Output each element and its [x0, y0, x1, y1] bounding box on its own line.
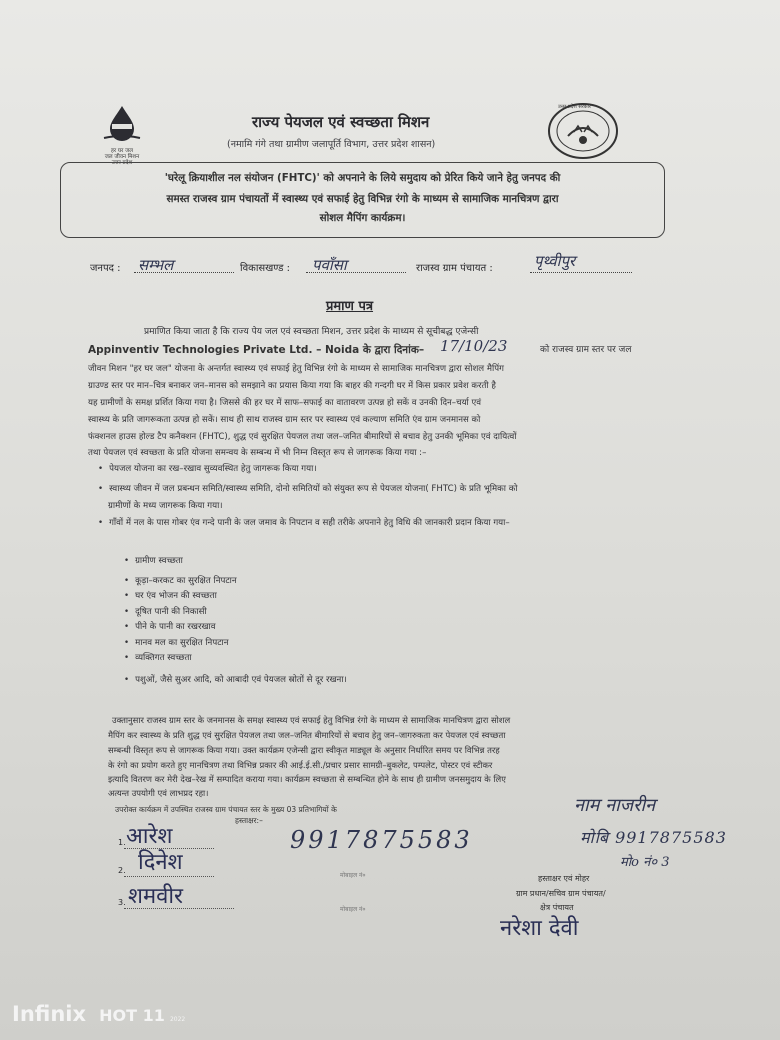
sub-point-2: • कूड़ा–करकट का सुरक्षित निपटान	[124, 574, 237, 590]
participant-signature-2: दिनेश	[138, 850, 183, 875]
logo-caption: हर घर जल जल जीवन मिशन उत्तर प्रदेश	[104, 148, 140, 166]
signature-line-2	[124, 876, 214, 877]
camera-watermark	[12, 1002, 185, 1026]
paragraph-1-line-8: तथा पेयजल एवं स्वच्छता के प्रति योजना समन्वय के सम्बन्ध में भी निम्न विस्तृत रूप से जागरूक किया गया :–	[88, 448, 427, 458]
point-3: • गाँवों में नल के पास गोबर एंव गन्दे पानी के जल जमाव के निपटान व सही तरीके अपनाने हेतु विधि की जानकारी प्रदान किया गया–	[98, 516, 510, 532]
water-drop-icon	[98, 104, 146, 144]
participant-signature-1: आरेश	[126, 824, 173, 849]
paragraph-1-line-2	[88, 337, 688, 359]
paragraph-1-line-3: जीवन मिशन "हर घर जल" योजना के अन्तर्गत स्वास्थ्य एवं सफाई हेतु विभिन्न रंगो के माध्यम से सामाजिक मानचित्रण द्वारा सोशल मैपिंग	[88, 364, 504, 374]
panchayat-value: पृथ्वीपुर	[534, 252, 576, 270]
watermark-brand: Infinix	[12, 1002, 87, 1026]
pradhan-mobile-handwritten: मोबि 9917875583	[580, 828, 727, 847]
agency-name: Appinventiv Technologies Private Ltd. – Noida के द्वारा दिनांक–	[88, 344, 425, 356]
point-2: • स्वास्थ्य जीवन में जल प्रबन्धन समिति/स्वास्थ्य समिति, दोनो समितियों को संयुक्त रूप से पेयजल योजना( FHTC) के प्रति भूमिका को	[98, 482, 518, 498]
point-2-continued: ग्रामीणों के मध्य जागरूक किया गया।	[108, 501, 223, 511]
signature-note: उपरोक्त कार्यक्रम में उपस्थित राजस्व ग्राम पंचायत स्तर के मुख्य 03 प्रतिभागियों के	[115, 805, 337, 814]
signature-number-1: 1.	[118, 838, 126, 847]
point-1: • पेयजल योजना का रख–रखाव सुव्यवस्थित हेतु जागरूक किया गया।	[98, 462, 317, 478]
sub-point-7: • व्यक्तिगत स्वच्छता	[124, 651, 192, 667]
program-line-2: समस्त राजस्व ग्राम पंचायतों में स्वास्थ्य एवं सफाई हेतु विभिन्न रंगो के माध्यम से सामाजिक मानचित्रण द्वारा	[166, 193, 559, 205]
sub-point-6: • मानव मल का सुरक्षित निपटान	[124, 636, 229, 652]
district-value: सम्भल	[138, 256, 174, 274]
participant-signature-3: शमवीर	[128, 884, 184, 909]
program-line-3: सोशल मैपिंग कार्यक्रम।	[319, 212, 406, 224]
mobile-label-faint-2: मोबाइल नं०	[340, 906, 366, 913]
certificate-heading: प्रमाण पत्र	[326, 299, 374, 314]
paragraph-1-line-1: प्रमाणित किया जाता है कि राज्य पेय जल एवं स्वच्छता मिशन, उत्तर प्रदेश के माध्यम से सूचीबद्ध एजेन्सी	[144, 327, 479, 337]
seal-emblem-icon	[546, 102, 620, 160]
panchayat-label: राजस्व ग्राम पंचायत :	[416, 263, 493, 274]
pradhan-name-handwritten: नाम नाजरीन	[574, 795, 656, 816]
block-label: विकासखण्ड :	[240, 263, 291, 274]
panchayat-underline	[530, 272, 632, 273]
sub-point-3: • घर एंव भोजन की स्वच्छता	[124, 589, 217, 605]
participant-mobile-1: 9917875583	[290, 826, 473, 854]
program-description-box	[60, 162, 665, 238]
district-underline	[134, 272, 234, 273]
paragraph-2-line-5: इत्यादि वितरण कर मेरी देख–रेख में सम्पादित कराया गया। कार्यक्रम स्वच्छता से सम्बन्धित होने के साथ ही ग्रामीण जनसमुदाय के लिए	[108, 774, 506, 784]
page-title: राज्य पेयजल एवं स्वच्छता मिशन	[252, 113, 430, 131]
seal-text: उत्तर प्रदेश सरकार	[558, 104, 591, 110]
paragraph-2-line-2: मैपिंग कर स्वास्थ्य के प्रति शुद्ध एवं सुरक्षित पेयजल तथा जल–जनित बीमारियों से बचाव हेतु जन–जागरुकता कर पेयजल एवं स्वच्छता	[108, 730, 506, 740]
paragraph-1-line-4: ग्राउण्ड स्तर पर मान–चित्र बनाकर जन–मानस को समझाने का प्रयास किया गया कि बाहर की गन्दगी घर में किस प्रकार प्रवेश करती है	[88, 381, 496, 391]
block-value: पवाँसा	[312, 256, 347, 274]
paragraph-2-line-6: अत्यन्त उपयोगी एवं लाभप्रद रहा।	[108, 788, 209, 798]
program-line-1: 'घरेलू क्रियाशील नल संयोजन (FHTC)' को अपनाने के लिये समुदाय को प्रेरित किये जाने हेतु जनपद की	[164, 172, 561, 184]
stamp-role: ग्राम प्रधान/सचिव ग्राम पंचायत/	[516, 889, 606, 898]
field-row	[90, 252, 650, 277]
block-underline	[306, 272, 406, 273]
up-government-seal	[546, 102, 620, 160]
pradhan-signature: नरेशा देवी	[500, 916, 579, 941]
stamp-label: हस्ताक्षर एवं मोहर	[538, 874, 590, 883]
signature-note-2: हस्ताक्षर:–	[235, 816, 263, 825]
signature-number-2: 2.	[118, 866, 126, 875]
paragraph-2-line-1: उक्तानुसार राजस्व ग्राम स्तर के जनमानस के समक्ष स्वास्थ्य एवं सफाई हेतु विभिन्न रंगो के माध्यम से सामाजिक मानचित्रण द्वारा सोशल	[112, 715, 511, 725]
stamp-role-2: क्षेत्र पंचायत	[540, 903, 574, 912]
paragraph-1-line-5: यह ग्रामीणों के समक्ष प्रर्शित किया गया है। जिससे की हर घर में साफ–सफाई का वातावरण उत्पन्न हो सकें व उनकी दिन–चर्या एवं	[88, 398, 482, 408]
sub-point-5: • पीने के पानी का रखरखाव	[124, 620, 216, 636]
sub-point-8: • पशुओं, जैसे सुअर आदि, को आबादी एवं पेयजल स्रोतों से दूर रखना।	[124, 673, 347, 689]
har-ghar-jal-logo	[98, 104, 146, 166]
watermark-year: 2022	[169, 1016, 186, 1023]
sub-point-4: • दूषित पानी की निकासी	[124, 605, 207, 621]
signature-line-3	[124, 908, 234, 909]
paragraph-1-line-7: फंक्शनल हाउस होल्ड टैप कनैक्शन (FHTC), शुद्ध एवं सुरक्षित पेयजल तथा जल–जनित बीमारियों से बचाव हेतु उनकी भूमिका एवं दायित्वों	[88, 432, 517, 442]
page-subtitle: (नमामि गंगे तथा ग्रामीण जलापूर्ति विभाग, उत्तर प्रदेश शासन)	[227, 139, 436, 150]
signature-number-3: 3.	[118, 898, 126, 907]
agency-line-tail: को राजस्व ग्राम स्तर पर जल	[540, 345, 632, 355]
sub-point-1: • ग्रामीण स्वच्छता	[124, 554, 183, 570]
district-label: जनपद :	[90, 263, 121, 274]
paragraph-1-line-6: स्वास्थ्य के प्रति जागरूकता उत्पन्न हो सकें। साथ ही साथ राजस्व ग्राम स्तर पर स्वास्थ्य एवं कल्याण समिति एंव ग्राम जनमानस को	[88, 415, 481, 425]
paragraph-2-line-3: सम्बन्धी विस्तृत रूप से जागरूक किया गया। उक्त कार्यक्रम एजेन्सी द्वारा स्वीकृत माड्यूल के अनुसार निर्धारित समय पर विभिन्न तरह	[108, 745, 500, 755]
event-date: 17/10/23	[440, 337, 508, 355]
mobile-label-faint-1: मोबाइल नं०	[340, 872, 366, 879]
paragraph-2-line-4: के रंगो का प्रयोग करते हुए मानचित्रण तथा विभिन्न प्रकार की आई.ई.सी./प्रचार प्रसार सामग्री–बुकलेट, पम्पलेट, पोस्टर एवं स्टीकर	[108, 760, 493, 770]
pradhan-extra-handwritten: मोo नं० 3	[620, 855, 670, 870]
watermark-model: HOT 11	[99, 1006, 165, 1025]
